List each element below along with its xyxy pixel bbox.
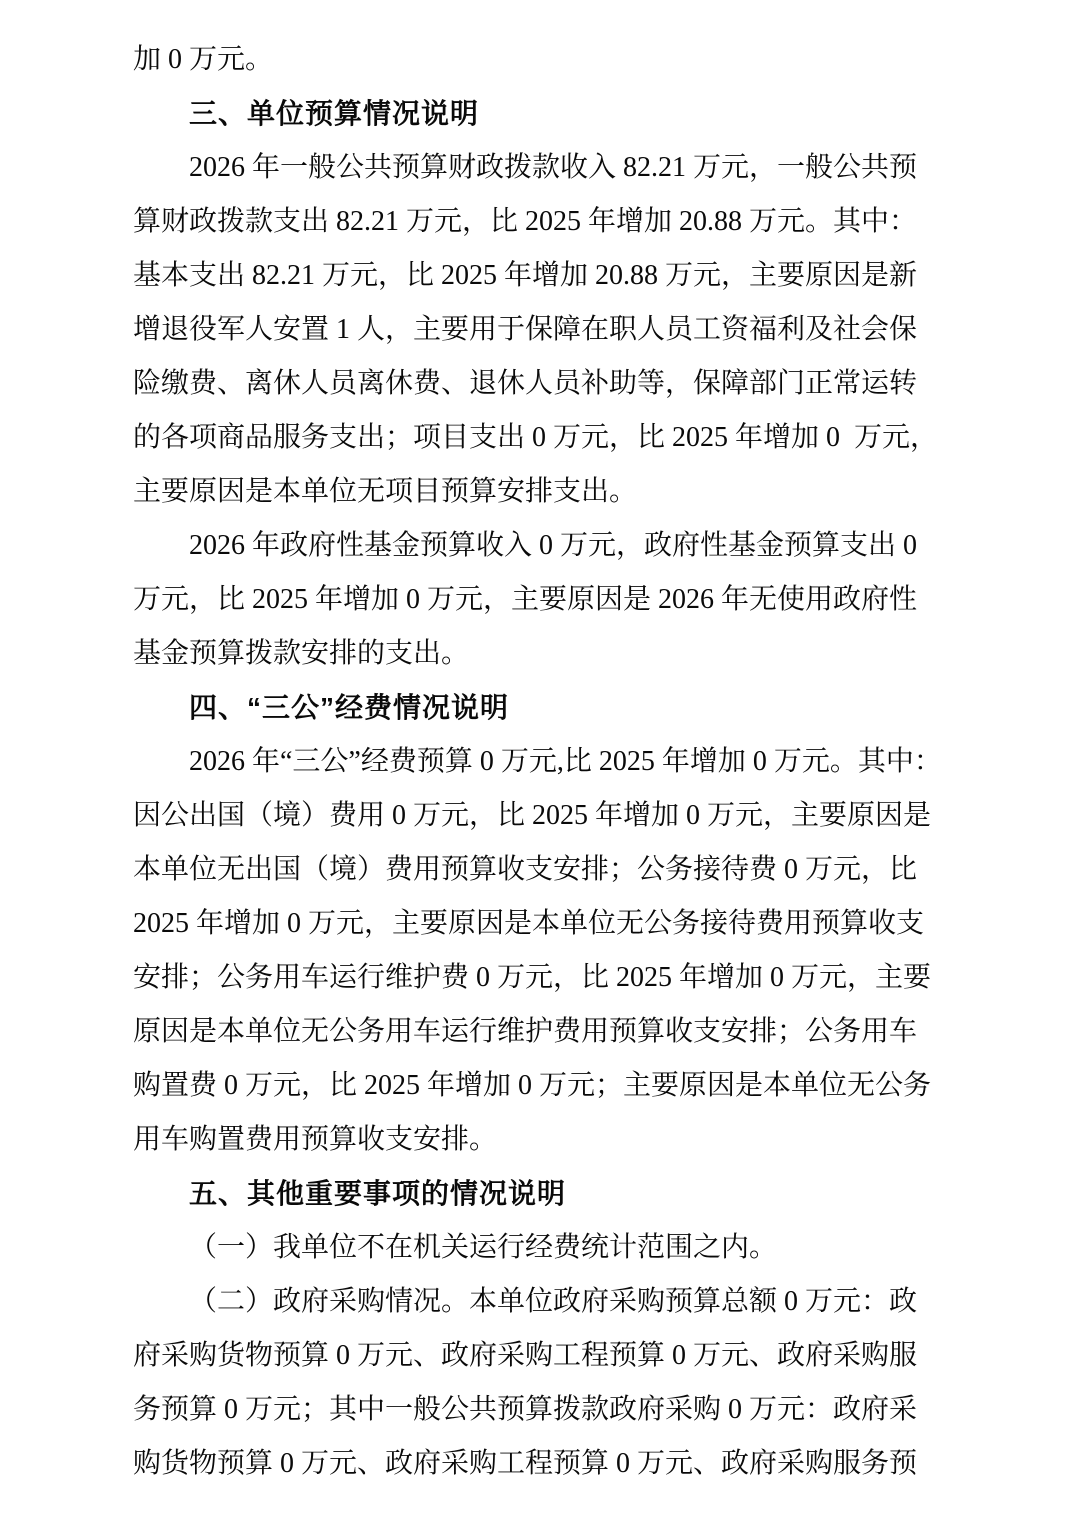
- text-line: 算财政拨款支出 82.21 万元，比 2025 年增加 20.88 万元。其中：: [133, 206, 918, 237]
- text-line: 本单位无出国（境）费用预算收支安排；公务接待费 0 万元，比: [133, 854, 918, 885]
- section-heading: 三、单位预算情况说明: [189, 98, 480, 129]
- text-line: 府采购货物预算 0 万元、政府采购工程预算 0 万元、政府采购服: [133, 1340, 918, 1371]
- section-heading: 四、“三公”经费情况说明: [189, 692, 510, 723]
- text-line: 基金预算拨款安排的支出。: [133, 638, 470, 669]
- text-line: 万元，比 2025 年增加 0 万元，主要原因是 2026 年无使用政府性: [133, 584, 918, 615]
- text-line: 2026 年“三公”经费预算 0 万元,比 2025 年增加 0 万元。其中：: [189, 746, 942, 777]
- text-line: 加 0 万元。: [133, 44, 274, 75]
- text-line: 2025 年增加 0 万元，主要原因是本单位无公务接待费用预算收支: [133, 908, 925, 939]
- text-line: 的各项商品服务支出；项目支出 0 万元，比 2025 年增加 0 万元，: [133, 422, 939, 453]
- document-content: [133, 33, 948, 1491]
- text-line: 主要原因是本单位无项目预算安排支出。: [133, 476, 638, 507]
- text-line: 安排；公务用车运行维护费 0 万元，比 2025 年增加 0 万元，主要: [133, 962, 932, 993]
- text-line: 购置费 0 万元，比 2025 年增加 0 万元；主要原因是本单位无公务: [133, 1070, 932, 1101]
- text-line: 原因是本单位无公务用车运行维护费用预算收支安排；公务用车: [133, 1016, 918, 1047]
- text-line: 2026 年政府性基金预算收入 0 万元，政府性基金预算支出 0: [189, 530, 918, 561]
- text-line: 增退役军人安置 1 人，主要用于保障在职人员工资福利及社会保: [133, 314, 918, 345]
- text-line: （一）我单位不在机关运行经费统计范围之内。: [189, 1232, 778, 1263]
- section-heading: 五、其他重要事项的情况说明: [189, 1178, 567, 1209]
- text-line: （二）政府采购情况。本单位政府采购预算总额 0 万元：政: [189, 1286, 918, 1317]
- text-line: 务预算 0 万元；其中一般公共预算拨款政府采购 0 万元：政府采: [133, 1394, 918, 1425]
- text-line: 基本支出 82.21 万元，比 2025 年增加 20.88 万元，主要原因是新: [133, 260, 918, 291]
- text-line: 险缴费、离休人员离休费、退休人员补助等，保障部门正常运转: [133, 368, 918, 399]
- text-line: 2026 年一般公共预算财政拨款收入 82.21 万元，一般公共预: [189, 152, 918, 183]
- text-line: 购货物预算 0 万元、政府采购工程预算 0 万元、政府采购服务预: [133, 1448, 918, 1479]
- text-line: 因公出国（境）费用 0 万元，比 2025 年增加 0 万元，主要原因是: [133, 800, 932, 831]
- text-line: 用车购置费用预算收支安排。: [133, 1124, 498, 1155]
